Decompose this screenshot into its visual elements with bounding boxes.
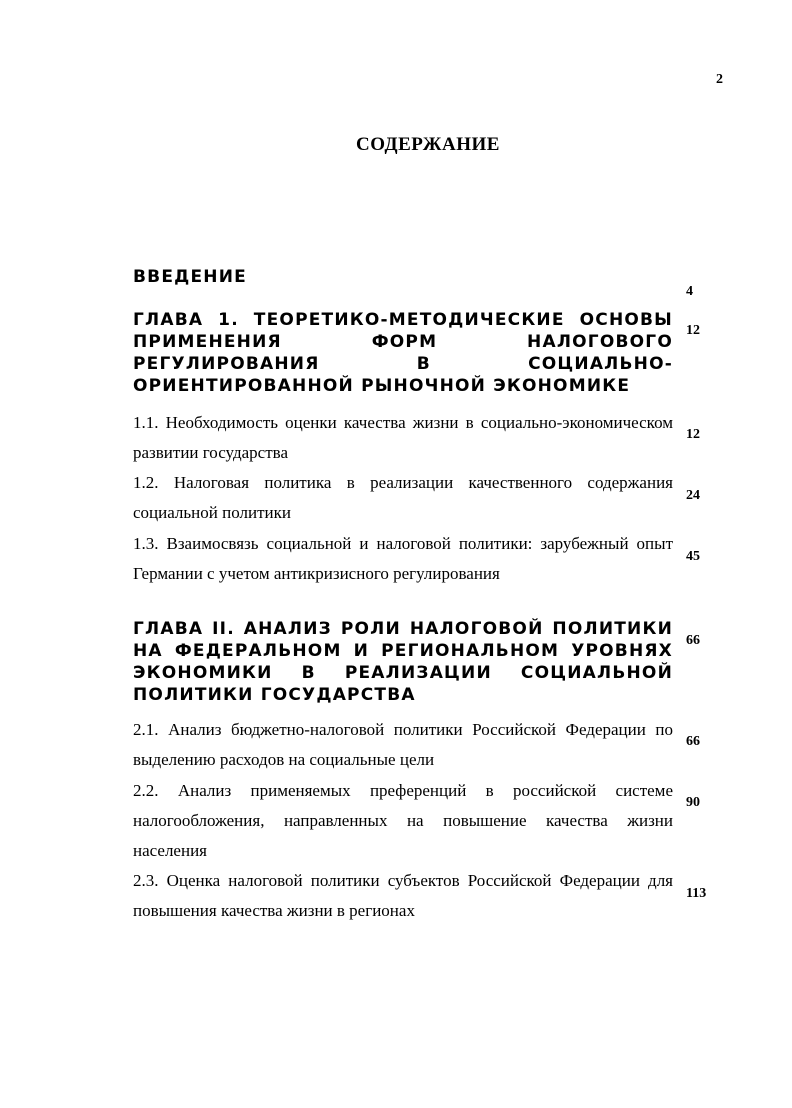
toc-section-1-2: 1.2. Налоговая политика в реализации качественного содержания социальной политики	[133, 473, 673, 522]
toc-section-2-1: 2.1. Анализ бюджетно-налоговой политики Российской Федерации по выделению расходов на социальные цели	[133, 720, 673, 769]
toc-section-2-3-page: 113	[686, 886, 707, 901]
toc-intro-page: 4	[686, 284, 693, 299]
toc-section-2-2-page: 90	[686, 795, 700, 810]
page-title: СОДЕРЖАНИЕ	[356, 134, 500, 155]
toc-chapter1-title: ГЛАВА 1. ТЕОРЕТИКО-МЕТОДИЧЕСКИЕ ОСНОВЫ ПРИМЕНЕНИЯ ФОРМ НАЛОГОВОГО РЕГУЛИРОВАНИЯ В СОЦИАЛЬНО-ОРИЕНТИРОВАННОЙ РЫНОЧНОЙ ЭКОНОМИКЕ	[133, 310, 673, 396]
toc-chapter2-page: 66	[686, 633, 700, 648]
toc-section-1-1: 1.1. Необходимость оценки качества жизни в социально-экономическом развитии государства	[133, 413, 673, 462]
toc-section-1-3: 1.3. Взаимосвязь социальной и налоговой политики: зарубежный опыт Германии с учетом антикризисного регулирования	[133, 534, 673, 583]
page-number: 2	[716, 72, 723, 87]
toc-section-2-1-page: 66	[686, 734, 700, 749]
toc-section-2-2: 2.2. Анализ применяемых преференций в российской системе налогообложения, направленных на повышение качества жизни населения	[133, 781, 673, 860]
toc-section-2-3: 2.3. Оценка налоговой политики субъектов Российской Федерации для повышения качества жизни в регионах	[133, 871, 673, 920]
toc-intro-title: ВВЕДЕНИЕ	[133, 267, 247, 287]
toc-section-1-3-page: 45	[686, 549, 700, 564]
toc-section-1-1-page: 12	[686, 427, 700, 442]
toc-chapter1-page: 12	[686, 323, 700, 338]
toc-section-1-2-page: 24	[686, 488, 700, 503]
toc-chapter2-title: ГЛАВА II. АНАЛИЗ РОЛИ НАЛОГОВОЙ ПОЛИТИКИ НА ФЕДЕРАЛЬНОМ И РЕГИОНАЛЬНОМ УРОВНЯХ ЭКОНОМИКИ В РЕАЛИЗАЦИИ СОЦИАЛЬНОЙ ПОЛИТИКИ ГОСУДАРСТВА	[133, 619, 673, 705]
